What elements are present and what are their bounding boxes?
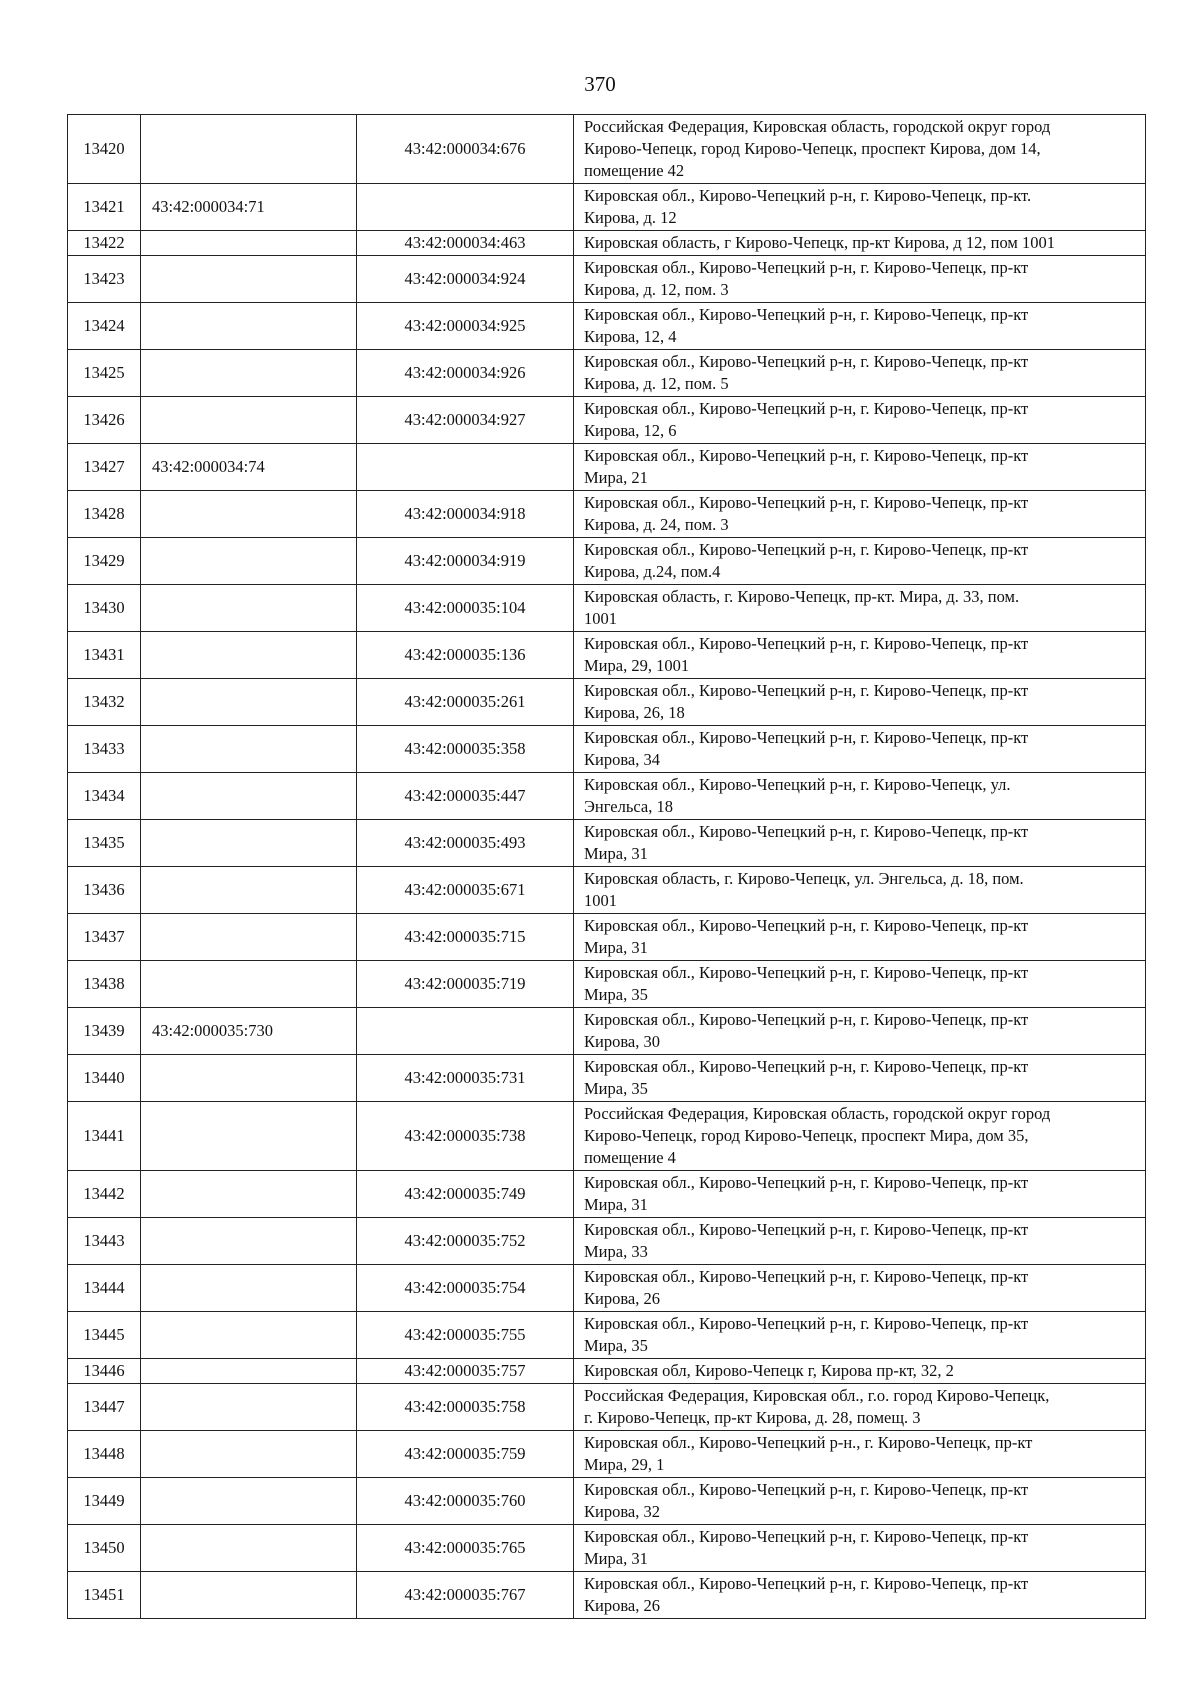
table-row [68,1265,1146,1312]
table-row [68,1478,1146,1525]
row-number-cell: 13435 [68,820,141,867]
table-row [68,303,1146,350]
address-line: Кирова, 26 [584,1596,660,1615]
old-cadastral-number-cell [141,350,357,397]
row-number-cell: 13442 [68,1171,141,1218]
cadastral-number-cell: 43:42:000035:765 [357,1525,574,1572]
address-line: Кировская обл., Кирово-Чепецкий р-н, г. Кирово-Чепецк, пр-кт [584,1173,1029,1192]
old-cadastral-number-cell [141,585,357,632]
row-number-cell: 13446 [68,1359,141,1384]
old-cadastral-number-cell [141,1218,357,1265]
table-row [68,115,1146,184]
cadastral-number-cell: 43:42:000035:752 [357,1218,574,1265]
address-cell [574,1525,1146,1572]
address-line: Кировская обл., Кирово-Чепецкий р-н, г. Кирово-Чепецк, пр-кт [584,1057,1029,1076]
address-cell [574,1218,1146,1265]
address-line: Кировская обл., Кирово-Чепецкий р-н, г. Кирово-Чепецк, пр-кт [584,1220,1029,1239]
row-number-cell: 13449 [68,1478,141,1525]
row-number-cell: 13443 [68,1218,141,1265]
old-cadastral-number-cell [141,397,357,444]
address-cell [574,184,1146,231]
table-row [68,491,1146,538]
cadastral-number-cell: 43:42:000034:918 [357,491,574,538]
address-line: помещение 4 [584,1148,676,1167]
old-cadastral-number-cell [141,1572,357,1619]
page-number: 370 [584,72,616,96]
address-cell [574,256,1146,303]
row-number-cell: 13450 [68,1525,141,1572]
table-row [68,773,1146,820]
row-number-cell: 13426 [68,397,141,444]
address-line: Кировская обл., Кирово-Чепецкий р-н, г. Кирово-Чепецк, пр-кт [584,728,1029,747]
cadastral-number-cell: 43:42:000035:767 [357,1572,574,1619]
address-line: Мира, 35 [584,1336,648,1355]
row-number-cell: 13448 [68,1431,141,1478]
cadastral-number-cell: 43:42:000035:671 [357,867,574,914]
table-row [68,914,1146,961]
registry-table-body [68,115,1146,1619]
table-row [68,726,1146,773]
old-cadastral-number-cell [141,1312,357,1359]
table-row [68,961,1146,1008]
address-cell [574,1312,1146,1359]
old-cadastral-number-cell [141,1384,357,1431]
old-cadastral-number-cell [141,1102,357,1171]
cadastral-number-cell: 43:42:000035:738 [357,1102,574,1171]
old-cadastral-number-cell [141,773,357,820]
cadastral-number-cell: 43:42:000035:755 [357,1312,574,1359]
address-cell [574,350,1146,397]
cadastral-number-cell: 43:42:000035:715 [357,914,574,961]
address-line: Мира, 31 [584,844,648,863]
address-cell [574,1055,1146,1102]
address-line: Мира, 31 [584,938,648,957]
row-number-cell: 13421 [68,184,141,231]
address-line: 1001 [584,609,617,628]
row-number-cell: 13439 [68,1008,141,1055]
address-line: 1001 [584,891,617,910]
address-line: Кирова, 12, 4 [584,327,677,346]
cadastral-number-cell: 43:42:000034:927 [357,397,574,444]
table-row [68,231,1146,256]
row-number-cell: 13447 [68,1384,141,1431]
address-line: Кировская обл., Кирово-Чепецкий р-н, г. Кирово-Чепецк, пр-кт [584,1314,1029,1333]
old-cadastral-number-cell [141,231,357,256]
row-number-cell: 13440 [68,1055,141,1102]
cadastral-number-cell: 43:42:000035:136 [357,632,574,679]
old-cadastral-number-cell: 43:42:000035:730 [141,1008,357,1055]
row-number-cell: 13427 [68,444,141,491]
address-line: Кировская обл., Кирово-Чепецкий р-н, г. Кирово-Чепецк, пр-кт [584,634,1029,653]
address-cell [574,491,1146,538]
address-line: г. Кирово-Чепецк, пр-кт Кирова, д. 28, помещ. 3 [584,1408,921,1427]
registry-table [67,114,1146,1619]
address-line: Кировская обл., Кирово-Чепецкий р-н, г. Кирово-Чепецк, пр-кт [584,493,1029,512]
address-cell [574,538,1146,585]
table-row [68,1312,1146,1359]
row-number-cell: 13433 [68,726,141,773]
address-line: Российская Федерация, Кировская область, городской округ город [584,1104,1051,1123]
old-cadastral-number-cell [141,726,357,773]
table-row [68,679,1146,726]
address-cell [574,867,1146,914]
old-cadastral-number-cell [141,1359,357,1384]
row-number-cell: 13420 [68,115,141,184]
old-cadastral-number-cell [141,961,357,1008]
row-number-cell: 13444 [68,1265,141,1312]
table-row [68,350,1146,397]
row-number-cell: 13438 [68,961,141,1008]
old-cadastral-number-cell [141,867,357,914]
address-cell [574,1008,1146,1055]
address-cell [574,961,1146,1008]
cadastral-number-cell: 43:42:000035:749 [357,1171,574,1218]
address-line: Кировская обл., Кирово-Чепецкий р-н, г. Кирово-Чепецк, пр-кт [584,305,1029,324]
row-number-cell: 13437 [68,914,141,961]
old-cadastral-number-cell [141,256,357,303]
address-line: Мира, 35 [584,1079,648,1098]
address-line: Кировская область, г. Кирово-Чепецк, пр-кт. Мира, д. 33, пом. [584,587,1020,606]
row-number-cell: 13441 [68,1102,141,1171]
old-cadastral-number-cell [141,1525,357,1572]
row-number-cell: 13424 [68,303,141,350]
address-line: Кировская обл., Кирово-Чепецкий р-н, г. Кирово-Чепецк, пр-кт [584,399,1029,418]
old-cadastral-number-cell [141,632,357,679]
address-cell [574,679,1146,726]
cadastral-number-cell: 43:42:000035:759 [357,1431,574,1478]
address-line: Кировская обл., Кирово-Чепецкий р-н, г. Кирово-Чепецк, пр-кт [584,352,1029,371]
address-line: Кирова, 12, 6 [584,421,677,440]
address-cell [574,303,1146,350]
address-line: Кировская обл, Кирово-Чепецк г, Кирова пр-кт, 32, 2 [584,1361,954,1380]
address-line: Кировская обл., Кирово-Чепецкий р-н, г. Кирово-Чепецк, пр-кт. [584,186,1032,205]
table-row [68,538,1146,585]
old-cadastral-number-cell [141,820,357,867]
address-line: Кировская обл., Кирово-Чепецкий р-н., г. Кирово-Чепецк, пр-кт [584,1433,1033,1452]
cadastral-number-cell: 43:42:000035:760 [357,1478,574,1525]
address-line: Мира, 31 [584,1549,648,1568]
address-line: Мира, 29, 1 [584,1455,665,1474]
address-line: Кирова, 26, 18 [584,703,685,722]
table-row [68,444,1146,491]
address-line: Мира, 31 [584,1195,648,1214]
cadastral-number-cell: 43:42:000035:754 [357,1265,574,1312]
address-line: Кировская область, г Кирово-Чепецк, пр-кт Кирова, д 12, пом 1001 [584,233,1055,252]
cadastral-number-cell: 43:42:000035:104 [357,585,574,632]
cadastral-number-cell: 43:42:000034:925 [357,303,574,350]
cadastral-number-cell: 43:42:000035:261 [357,679,574,726]
address-line: Кирово-Чепецк, город Кирово-Чепецк, проспект Мира, дом 35, [584,1126,1029,1145]
table-row [68,867,1146,914]
address-line: Кирова, д. 12, пом. 3 [584,280,729,299]
address-line: Кировская обл., Кирово-Чепецкий р-н, г. Кирово-Чепецк, пр-кт [584,1527,1029,1546]
address-line: Кировская обл., Кирово-Чепецкий р-н, г. Кирово-Чепецк, пр-кт [584,540,1029,559]
address-line: Кировская обл., Кирово-Чепецкий р-н, г. Кирово-Чепецк, пр-кт [584,1574,1029,1593]
row-number-cell: 13451 [68,1572,141,1619]
address-line: Кировская обл., Кирово-Чепецкий р-н, г. Кирово-Чепецк, ул. [584,775,1011,794]
address-line: Мира, 35 [584,985,648,1004]
address-line: Кирова, д. 24, пом. 3 [584,515,729,534]
address-line: помещение 42 [584,161,685,180]
cadastral-number-cell: 43:42:000035:757 [357,1359,574,1384]
address-cell [574,585,1146,632]
address-line: Кировская обл., Кирово-Чепецкий р-н, г. Кирово-Чепецк, пр-кт [584,446,1029,465]
address-cell [574,1572,1146,1619]
table-row [68,256,1146,303]
old-cadastral-number-cell [141,1478,357,1525]
address-cell [574,632,1146,679]
old-cadastral-number-cell: 43:42:000034:74 [141,444,357,491]
cadastral-number-cell: 43:42:000035:758 [357,1384,574,1431]
address-line: Энгельса, 18 [584,797,673,816]
row-number-cell: 13430 [68,585,141,632]
cadastral-number-cell [357,1008,574,1055]
cadastral-number-cell: 43:42:000034:676 [357,115,574,184]
table-row [68,1218,1146,1265]
row-number-cell: 13429 [68,538,141,585]
table-row [68,1384,1146,1431]
table-row [68,632,1146,679]
address-line: Кировская обл., Кирово-Чепецкий р-н, г. Кирово-Чепецк, пр-кт [584,916,1029,935]
address-line: Мира, 29, 1001 [584,656,690,675]
row-number-cell: 13445 [68,1312,141,1359]
address-line: Кировская обл., Кирово-Чепецкий р-н, г. Кирово-Чепецк, пр-кт [584,963,1029,982]
table-row [68,1102,1146,1171]
row-number-cell: 13434 [68,773,141,820]
row-number-cell: 13425 [68,350,141,397]
address-line: Кирова, 26 [584,1289,660,1308]
table-row [68,1008,1146,1055]
address-line: Мира, 33 [584,1242,648,1261]
address-cell [574,1431,1146,1478]
address-cell [574,1265,1146,1312]
address-cell [574,914,1146,961]
address-line: Кирова, д.24, пом.4 [584,562,721,581]
cadastral-number-cell: 43:42:000034:919 [357,538,574,585]
cadastral-number-cell: 43:42:000035:719 [357,961,574,1008]
address-line: Кировская обл., Кирово-Чепецкий р-н, г. Кирово-Чепецк, пр-кт [584,258,1029,277]
table-row [68,1431,1146,1478]
address-cell [574,231,1146,256]
address-line: Кирово-Чепецк, город Кирово-Чепецк, проспект Кирова, дом 14, [584,139,1041,158]
address-cell [574,1102,1146,1171]
address-cell [574,444,1146,491]
address-line: Кировская обл., Кирово-Чепецкий р-н, г. Кирово-Чепецк, пр-кт [584,1010,1029,1029]
row-number-cell: 13428 [68,491,141,538]
address-cell [574,397,1146,444]
row-number-cell: 13436 [68,867,141,914]
old-cadastral-number-cell [141,115,357,184]
address-line: Кирова, 32 [584,1502,660,1521]
address-cell [574,115,1146,184]
address-line: Кировская обл., Кирово-Чепецкий р-н, г. Кирово-Чепецк, пр-кт [584,822,1029,841]
table-row [68,820,1146,867]
address-line: Кировская область, г. Кирово-Чепецк, ул. Энгельса, д. 18, пом. [584,869,1024,888]
table-row [68,1359,1146,1384]
table-row [68,1525,1146,1572]
old-cadastral-number-cell [141,914,357,961]
cadastral-number-cell: 43:42:000035:358 [357,726,574,773]
row-number-cell: 13423 [68,256,141,303]
old-cadastral-number-cell [141,679,357,726]
old-cadastral-number-cell [141,1431,357,1478]
table-row [68,1171,1146,1218]
cadastral-number-cell: 43:42:000035:731 [357,1055,574,1102]
cadastral-number-cell: 43:42:000035:447 [357,773,574,820]
address-cell [574,1359,1146,1384]
address-line: Мира, 21 [584,468,648,487]
cadastral-number-cell: 43:42:000034:926 [357,350,574,397]
address-line: Российская Федерация, Кировская область, городской округ город [584,117,1051,136]
address-cell [574,1171,1146,1218]
address-cell [574,1384,1146,1431]
old-cadastral-number-cell [141,491,357,538]
cadastral-number-cell [357,444,574,491]
row-number-cell: 13422 [68,231,141,256]
old-cadastral-number-cell [141,1055,357,1102]
old-cadastral-number-cell [141,1171,357,1218]
table-row [68,184,1146,231]
table-row [68,1572,1146,1619]
address-line: Российская Федерация, Кировская обл., г.о. город Кирово-Чепецк, [584,1386,1050,1405]
address-cell [574,726,1146,773]
cadastral-number-cell: 43:42:000034:463 [357,231,574,256]
row-number-cell: 13431 [68,632,141,679]
address-cell [574,773,1146,820]
cadastral-number-cell: 43:42:000034:924 [357,256,574,303]
cadastral-number-cell [357,184,574,231]
address-line: Кирова, 34 [584,750,660,769]
address-line: Кировская обл., Кирово-Чепецкий р-н, г. Кирово-Чепецк, пр-кт [584,1480,1029,1499]
address-cell [574,820,1146,867]
address-line: Кировская обл., Кирово-Чепецкий р-н, г. Кирово-Чепецк, пр-кт [584,681,1029,700]
row-number-cell: 13432 [68,679,141,726]
old-cadastral-number-cell [141,1265,357,1312]
address-line: Кирова, д. 12 [584,208,677,227]
address-line: Кирова, 30 [584,1032,660,1051]
old-cadastral-number-cell: 43:42:000034:71 [141,184,357,231]
old-cadastral-number-cell [141,303,357,350]
table-row [68,1055,1146,1102]
table-row [68,585,1146,632]
old-cadastral-number-cell [141,538,357,585]
address-line: Кирова, д. 12, пом. 5 [584,374,729,393]
cadastral-number-cell: 43:42:000035:493 [357,820,574,867]
address-line: Кировская обл., Кирово-Чепецкий р-н, г. Кирово-Чепецк, пр-кт [584,1267,1029,1286]
address-cell [574,1478,1146,1525]
table-row [68,397,1146,444]
